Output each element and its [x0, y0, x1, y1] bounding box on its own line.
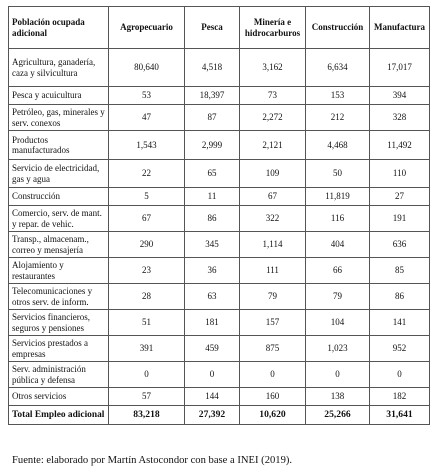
table-row-construccion	[9, 188, 430, 206]
row-label: Alojamiento y restaurantes	[9, 258, 109, 284]
cell-agropecuario: 0	[109, 362, 185, 388]
header-row	[9, 7, 430, 49]
cell-agropecuario: 47	[109, 105, 185, 131]
row-label: Comercio, serv. de mant. y repar. de vehic.	[9, 206, 109, 232]
cell-agropecuario: 57	[109, 388, 185, 406]
cell-agropecuario: 391	[109, 336, 185, 362]
cell-mineria: 2,272	[240, 105, 306, 131]
row-label: Petróleo, gas, minerales y serv. conexos	[9, 105, 109, 131]
cell-pesca: 181	[185, 310, 240, 336]
table-row-servicios-financieros	[9, 310, 430, 336]
table-row-petroleo	[9, 105, 430, 131]
cell-manufactura: 17,017	[370, 49, 430, 87]
row-label: Servicio de electricidad, gas y agua	[9, 160, 109, 188]
employment-table	[8, 6, 430, 425]
cell-mineria: 160	[240, 388, 306, 406]
cell-agropecuario: 1,543	[109, 131, 185, 160]
header-pesca: Pesca	[185, 7, 240, 49]
cell-agropecuario: 67	[109, 206, 185, 232]
cell-manufactura: 85	[370, 258, 430, 284]
cell-agropecuario: 5	[109, 188, 185, 206]
table-row-telecomunicaciones	[9, 284, 430, 310]
cell-pesca: 4,518	[185, 49, 240, 87]
cell-construccion: 4,468	[306, 131, 370, 160]
table-row-electricidad	[9, 160, 430, 188]
row-label: Otros servicios	[9, 388, 109, 406]
row-label: Transp., almacenam., correo y mensajería	[9, 232, 109, 258]
cell-construccion: 1,023	[306, 336, 370, 362]
cell-mineria: 111	[240, 258, 306, 284]
cell-construccion: 6,634	[306, 49, 370, 87]
cell-manufactura: 394	[370, 87, 430, 105]
row-label: Pesca y acuicultura	[9, 87, 109, 105]
cell-pesca: 0	[185, 362, 240, 388]
cell-pesca: 63	[185, 284, 240, 310]
cell-agropecuario: 22	[109, 160, 185, 188]
header-agropecuario: Agropecuario	[109, 7, 185, 49]
table-row-productos-manufacturados	[9, 131, 430, 160]
cell-agropecuario: 28	[109, 284, 185, 310]
table-row-comercio	[9, 206, 430, 232]
cell-construccion: 116	[306, 206, 370, 232]
table-row-pesca	[9, 87, 430, 105]
cell-manufactura: 86	[370, 284, 430, 310]
total-pesca: 27,392	[185, 406, 240, 425]
row-label: Serv. administración pública y defensa	[9, 362, 109, 388]
cell-manufactura: 328	[370, 105, 430, 131]
cell-mineria: 1,114	[240, 232, 306, 258]
cell-agropecuario: 23	[109, 258, 185, 284]
cell-pesca: 36	[185, 258, 240, 284]
cell-manufactura: 182	[370, 388, 430, 406]
total-manufactura: 31,641	[370, 406, 430, 425]
cell-manufactura: 141	[370, 310, 430, 336]
cell-construccion: 0	[306, 362, 370, 388]
cell-pesca: 86	[185, 206, 240, 232]
cell-mineria: 0	[240, 362, 306, 388]
cell-construccion: 50	[306, 160, 370, 188]
cell-pesca: 459	[185, 336, 240, 362]
table-row-alojamiento	[9, 258, 430, 284]
cell-construccion: 11,819	[306, 188, 370, 206]
cell-mineria: 875	[240, 336, 306, 362]
total-mineria: 10,620	[240, 406, 306, 425]
cell-agropecuario: 51	[109, 310, 185, 336]
source-note: Fuente: elaborado por Martín Astocondor con base a INEI (2019).	[12, 455, 293, 466]
table-row-total	[9, 406, 430, 425]
header-mineria: Minería e hidrocarburos	[240, 7, 306, 49]
cell-pesca: 144	[185, 388, 240, 406]
total-label: Total Empleo adicional	[9, 406, 109, 425]
cell-pesca: 2,999	[185, 131, 240, 160]
cell-manufactura: 110	[370, 160, 430, 188]
table-row-agricultura	[9, 49, 430, 87]
cell-agropecuario: 53	[109, 87, 185, 105]
total-agropecuario: 83,218	[109, 406, 185, 425]
cell-construccion: 212	[306, 105, 370, 131]
table-row-transporte	[9, 232, 430, 258]
row-label: Servicios financieros, seguros y pensiones	[9, 310, 109, 336]
cell-mineria: 73	[240, 87, 306, 105]
cell-construccion: 66	[306, 258, 370, 284]
cell-construccion: 79	[306, 284, 370, 310]
cell-manufactura: 952	[370, 336, 430, 362]
cell-manufactura: 0	[370, 362, 430, 388]
row-label: Servicios prestados a empresas	[9, 336, 109, 362]
cell-pesca: 345	[185, 232, 240, 258]
cell-construccion: 153	[306, 87, 370, 105]
cell-mineria: 79	[240, 284, 306, 310]
cell-manufactura: 191	[370, 206, 430, 232]
row-label: Agricultura, ganadería, caza y silvicultura	[9, 49, 109, 87]
cell-construccion: 138	[306, 388, 370, 406]
cell-mineria: 2,121	[240, 131, 306, 160]
table-row-otros-servicios	[9, 388, 430, 406]
cell-mineria: 67	[240, 188, 306, 206]
total-construccion: 25,266	[306, 406, 370, 425]
header-poblacion: Población ocupada adicional	[9, 7, 109, 49]
row-label: Construcción	[9, 188, 109, 206]
cell-construccion: 104	[306, 310, 370, 336]
cell-pesca: 87	[185, 105, 240, 131]
cell-mineria: 322	[240, 206, 306, 232]
table-row-servicios-empresas	[9, 336, 430, 362]
header-manufactura: Manufactura	[370, 7, 430, 49]
cell-construccion: 404	[306, 232, 370, 258]
cell-mineria: 109	[240, 160, 306, 188]
cell-pesca: 18,397	[185, 87, 240, 105]
table-row-administracion-publica	[9, 362, 430, 388]
cell-mineria: 3,162	[240, 49, 306, 87]
cell-agropecuario: 290	[109, 232, 185, 258]
cell-manufactura: 27	[370, 188, 430, 206]
cell-pesca: 11	[185, 188, 240, 206]
cell-manufactura: 11,492	[370, 131, 430, 160]
cell-manufactura: 636	[370, 232, 430, 258]
row-label: Productos manufacturados	[9, 131, 109, 160]
cell-mineria: 157	[240, 310, 306, 336]
cell-pesca: 65	[185, 160, 240, 188]
cell-agropecuario: 80,640	[109, 49, 185, 87]
header-construccion: Construcción	[306, 7, 370, 49]
row-label: Telecomunicaciones y otros serv. de inform.	[9, 284, 109, 310]
